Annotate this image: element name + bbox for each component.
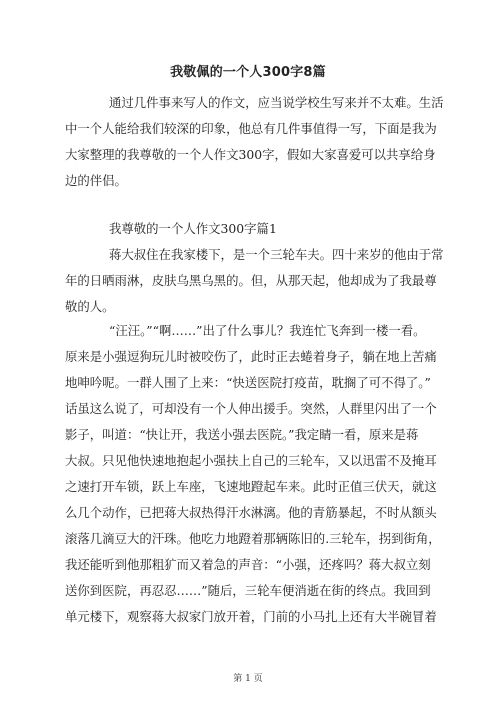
paragraph-line: 之速打开车锁，跃上车座，飞速地蹬起车来。此时正值三伏天，就这 <box>65 479 437 494</box>
section-heading: 我尊敬的一个人作文300字篇1 <box>109 221 277 236</box>
paragraph-line: 敬的人。 <box>65 299 115 314</box>
paragraph-line: 影子，叫道：“快让开，我送小强去医院。”我定睛一看，原来是蒋 <box>65 427 419 442</box>
paragraph-line: 原来是小强逗狗玩儿时被咬伤了，此时正去蜷着身子，躺在地上苦痛 <box>65 349 437 364</box>
paragraph-line: 我还能听到他那粗犷而又着急的声音：“小强，还疼吗？蒋大叔立刻 <box>65 557 431 572</box>
document-title: 我敬佩的一个人300字8篇 <box>170 65 326 80</box>
paragraph-line: 送你到医院，再忍忍……”随后，三轮车便消逝在街的终点。我回到 <box>65 583 431 598</box>
paragraph-line: 地呻吟呢。一群人围了上来：“快送医院打疫苗，耽搁了可不得了。” <box>65 375 431 390</box>
intro-line: 中一个人能给我们较深的印象，他总有几件事值得一写，下面是我为 <box>65 121 437 136</box>
paragraph-line: 滚落几滴豆大的汗珠。他吃力地蹬着那辆陈旧的.三轮车，拐到街角， <box>65 531 441 546</box>
paragraph-line: 单元楼下，观察蒋大叔家门放开着，门前的小马扎上还有大半碗冒着 <box>65 609 437 624</box>
intro-line: 通过几件事来写人的作文，应当说学校生写来并不太难。生活 <box>109 95 444 110</box>
intro-line: 大家整理的我尊敬的一个人作文300字，假如大家喜爱可以共享给身 <box>65 147 436 162</box>
paragraph-line: 蒋大叔住在我家楼下，是一个三轮车夫。四十来岁的他由于常 <box>109 247 444 262</box>
paragraph-line: 话虽这么说了，可却没有一个人伸出援手。突然，人群里闪出了一个 <box>65 401 437 416</box>
page-number: 第 1 页 <box>233 674 263 684</box>
paragraph-line: “汪汪。”“啊……”出了什么事儿？我连忙飞奔到一楼一看。 <box>109 323 426 338</box>
paragraph-line: 么几个动作，已把蒋大叔热得汗水淋漓。他的青筋暴起，不时从额头 <box>65 505 437 520</box>
paragraph-line: 大叔。只见他快速地抱起小强扶上自己的三轮车，又以迅雷不及掩耳 <box>65 453 437 468</box>
paragraph-line: 年的日晒雨淋，皮肤乌黑乌黑的。但，从那天起，他却成为了我最尊 <box>65 273 437 288</box>
intro-line: 边的伴侣。 <box>65 173 127 188</box>
